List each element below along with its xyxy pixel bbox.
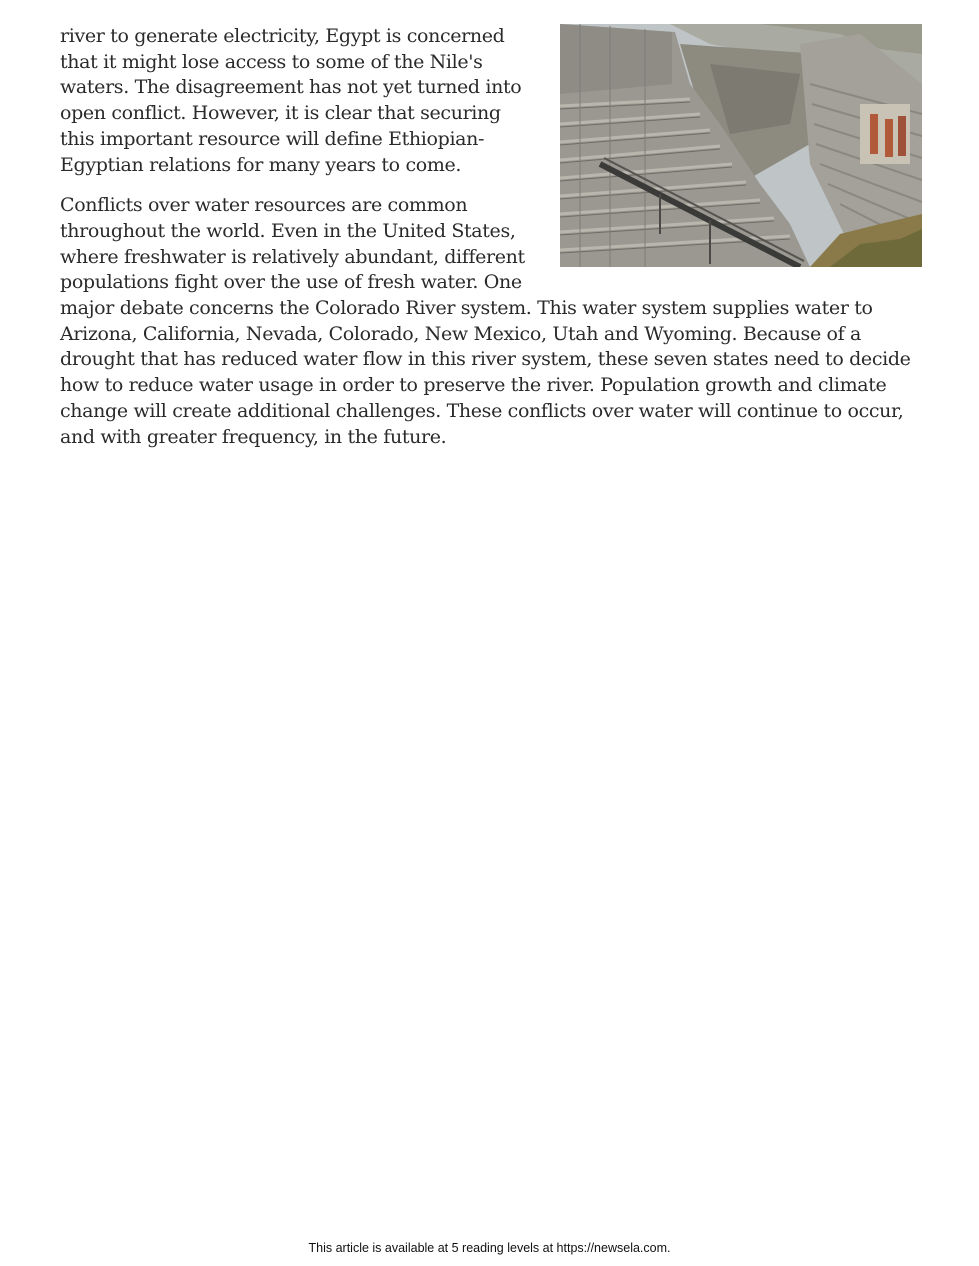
article-body <box>60 24 922 465</box>
footer-note: This article is available at 5 reading levels at https://newsela.com. <box>308 1241 671 1255</box>
dam-construction-photo <box>560 24 922 267</box>
article-paragraph: Conflicts over water resources are common throughout the world. Even in the United States, where freshwater is relatively abundant, different populations fight over the use of fresh water. One major debate concerns the Colorado River system. This water system supplies water to Arizona, California, Nevada, Colorado, New Mexico, Utah and Wyoming. Because of a drought that has reduced water flow in this river system, these seven states need to decide how to reduce water usage in order to preserve the river. Population growth and climate change will create additional challenges. These conflicts over water will continue to occur, and with greater frequency, in the future. <box>60 194 911 448</box>
article-paragraph: river to generate electricity, Egypt is concerned that it might lose access to some of the Nile's waters. The disagreement has not yet turned into open conflict. However, it is clear that securing this important resource will define Ethiopian-Egyptian relations for many years to come. <box>60 25 522 176</box>
dam-photo-illustration <box>560 24 922 267</box>
